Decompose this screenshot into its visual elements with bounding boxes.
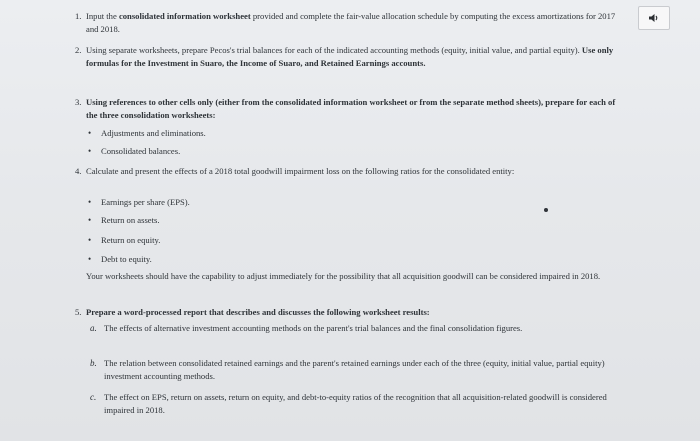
- sub-item-letter: b.: [90, 358, 97, 368]
- item-text-bold: Prepare a word-processed report that describes and discusses the following worksheet results:: [86, 307, 430, 317]
- item-text: Calculate and present the effects of a 2018 total goodwill impairment loss on the following ratios for the consolidated entity:: [86, 166, 515, 176]
- item-number: 1.: [75, 11, 82, 21]
- sub-item-text: The effect on EPS, return on assets, return on equity, and debt-to-equity ratios of the recognition that all acquisition-related goodwill is considered impaired in 2018.: [104, 392, 607, 416]
- item-text: Using separate worksheets, prepare Pecos's trial balances for each of the indicated accounting methods (equity, initial value, and partial equity).: [86, 45, 582, 55]
- speaker-icon: [648, 13, 660, 23]
- sub-item-c: [90, 391, 624, 417]
- bullet-text: Consolidated balances.: [101, 146, 181, 156]
- mouse-cursor: [544, 208, 548, 212]
- bullet-icon: •: [88, 197, 92, 207]
- list-item-5: [75, 306, 626, 319]
- item-text: provided and complete the fair-value allocation schedule by computing the excess amortizations for 2017 and 2018.: [86, 11, 616, 35]
- bullet-text: Earnings per share (EPS).: [101, 197, 190, 207]
- bullet-text: Debt to equity.: [101, 254, 152, 264]
- bullet-icon: •: [88, 128, 92, 138]
- bullet-item: [88, 214, 621, 227]
- sub-item-b: [90, 357, 624, 383]
- bullet-icon: •: [88, 254, 92, 264]
- bullet-item: [88, 234, 621, 247]
- bullet-text: Adjustments and eliminations.: [101, 128, 206, 138]
- list-item-2: [75, 44, 626, 70]
- item-number: 2.: [75, 45, 82, 55]
- item-number: 4.: [75, 166, 82, 176]
- item-text-bold: Use only formulas for the Investment in Suaro, the Income of Suaro, and Retained Earnings accounts.: [86, 45, 614, 69]
- bullet-text: Return on assets.: [101, 215, 160, 225]
- item-note: Your worksheets should have the capability to adjust immediately for the possibility that all acquisition goodwill can be considered impaired in 2018.: [86, 271, 601, 281]
- bullet-item: [88, 253, 621, 266]
- list-item-3: [75, 96, 626, 122]
- item-text-bold: consolidated information worksheet: [118, 11, 251, 21]
- sub-item-letter: c.: [90, 392, 97, 402]
- sub-item-letter: a.: [90, 323, 97, 333]
- bullet-icon: •: [88, 215, 92, 225]
- bullet-item: [88, 196, 621, 209]
- list-item-1: [75, 10, 626, 36]
- list-item-4: [75, 165, 626, 178]
- audio-button[interactable]: [638, 6, 670, 30]
- sub-item-text: The effects of alternative investment accounting methods on the parent's trial balances and the final consolidation figures.: [104, 323, 523, 333]
- item-text: Input the: [86, 11, 119, 21]
- sub-item-text: The relation between consolidated retained earnings and the parent's retained earnings under each of the three (equity, initial value, partial equity) investment accounting methods.: [104, 358, 605, 382]
- bullet-text: Return on equity.: [101, 235, 161, 245]
- bullet-item: [88, 145, 621, 158]
- bullet-icon: •: [88, 235, 92, 245]
- bullet-icon: •: [88, 146, 92, 156]
- item-number: 3.: [75, 97, 82, 107]
- item-number: 5.: [75, 307, 82, 317]
- bullet-item: [88, 127, 621, 140]
- sub-item-a: [90, 322, 624, 335]
- item-text-bold: Using references to other cells only (either from the consolidated information worksheet or from the separate method sheets), prepare for each of the three consolidation worksheets:: [86, 97, 616, 121]
